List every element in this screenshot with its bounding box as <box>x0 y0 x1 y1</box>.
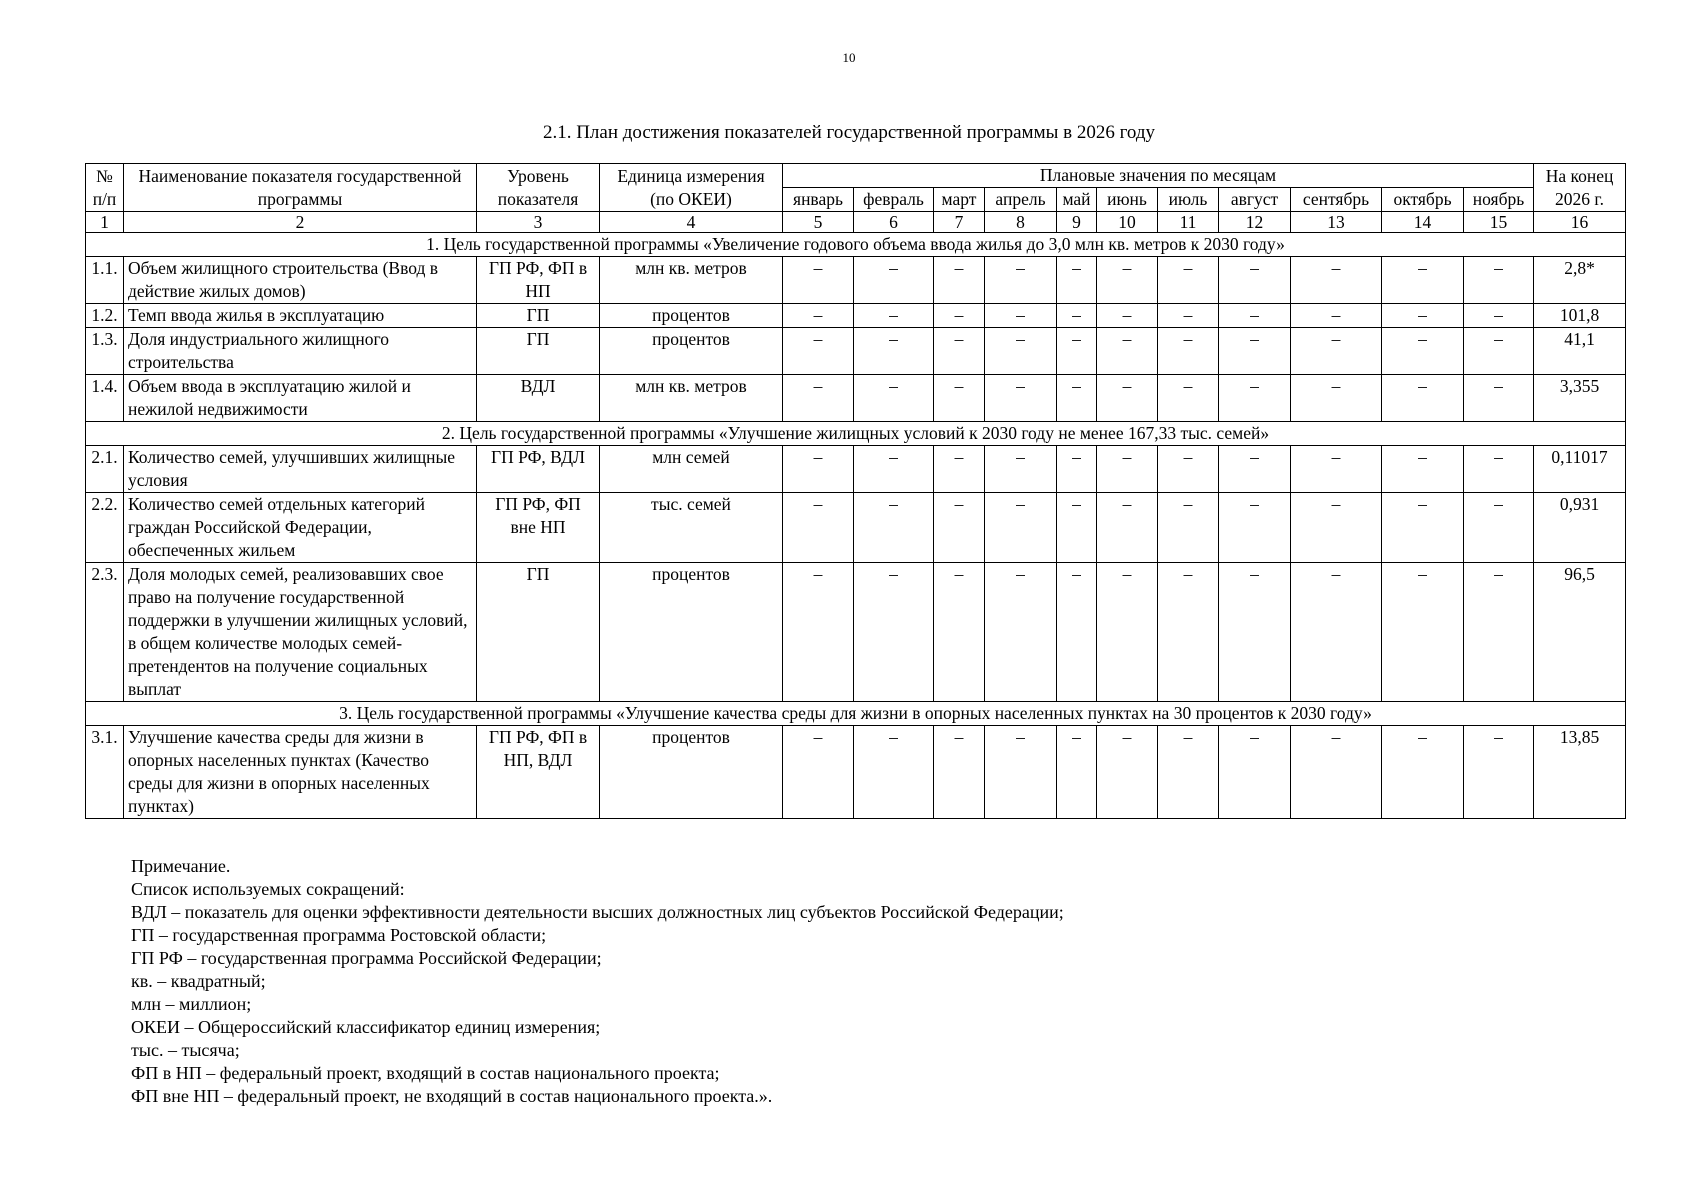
monthly-value: – <box>1464 304 1534 328</box>
column-number: 16 <box>1534 212 1626 233</box>
column-number: 13 <box>1291 212 1382 233</box>
indicators-plan-table <box>85 163 1626 819</box>
indicator-unit: процентов <box>600 563 783 702</box>
header-month: июнь <box>1097 188 1158 212</box>
end-of-year-value: 41,1 <box>1534 328 1626 375</box>
monthly-value: – <box>854 257 934 304</box>
monthly-value: – <box>1057 257 1097 304</box>
monthly-value: – <box>1291 446 1382 493</box>
end-of-year-value: 101,8 <box>1534 304 1626 328</box>
end-of-year-value: 96,5 <box>1534 563 1626 702</box>
indicator-level: ГП <box>477 328 600 375</box>
note-line: тыс. – тысяча; <box>131 1040 240 1060</box>
column-number: 1 <box>86 212 124 233</box>
note-line: ОКЕИ – Общероссийский классификатор единиц измерения; <box>131 1017 601 1037</box>
monthly-value: – <box>1158 304 1219 328</box>
monthly-value: – <box>1158 446 1219 493</box>
indicator-row <box>86 328 1626 375</box>
monthly-value: – <box>1057 328 1097 375</box>
header-month: апрель <box>985 188 1057 212</box>
header-planned-values: Плановые значения по месяцам <box>783 164 1534 188</box>
indicator-unit: процентов <box>600 328 783 375</box>
monthly-value: – <box>854 446 934 493</box>
indicator-unit: тыс. семей <box>600 493 783 563</box>
indicator-name: Количество семей отдельных категорий граждан Российской Федерации, обеспеченных жильем <box>124 493 477 563</box>
indicator-unit: процентов <box>600 726 783 819</box>
monthly-value: – <box>1219 257 1291 304</box>
monthly-value: – <box>1057 304 1097 328</box>
monthly-value: – <box>1057 446 1097 493</box>
column-number: 11 <box>1158 212 1219 233</box>
monthly-value: – <box>1057 493 1097 563</box>
monthly-value: – <box>1097 726 1158 819</box>
monthly-value: – <box>985 726 1057 819</box>
column-number: 8 <box>985 212 1057 233</box>
indicator-unit: млн кв. метров <box>600 257 783 304</box>
monthly-value: – <box>1464 328 1534 375</box>
monthly-value: – <box>1158 328 1219 375</box>
monthly-value: – <box>783 726 854 819</box>
indicator-row <box>86 375 1626 422</box>
monthly-value: – <box>1464 726 1534 819</box>
note-line: кв. – квадратный; <box>131 971 266 991</box>
monthly-value: – <box>934 375 985 422</box>
indicator-name: Улучшение качества среды для жизни в опорных населенных пунктах (Качество среды для жизни в опорных населенных пунктах) <box>124 726 477 819</box>
monthly-value: – <box>783 304 854 328</box>
monthly-value: – <box>854 328 934 375</box>
monthly-value: – <box>934 257 985 304</box>
header-indicator-name: Наименование показателя государственной программы <box>124 164 477 212</box>
monthly-value: – <box>1219 446 1291 493</box>
header-month: январь <box>783 188 854 212</box>
table-title: 2.1. План достижения показателей государственной программы в 2026 году <box>542 122 1156 143</box>
indicator-row <box>86 304 1626 328</box>
monthly-value: – <box>1464 493 1534 563</box>
header-month: февраль <box>854 188 934 212</box>
indicator-num: 1.4. <box>86 375 124 422</box>
indicator-level: ГП <box>477 563 600 702</box>
indicator-level: ГП <box>477 304 600 328</box>
monthly-value: – <box>985 304 1057 328</box>
monthly-value: – <box>1097 375 1158 422</box>
column-number: 14 <box>1382 212 1464 233</box>
monthly-value: – <box>1158 563 1219 702</box>
monthly-value: – <box>1097 493 1158 563</box>
end-of-year-value: 0,931 <box>1534 493 1626 563</box>
end-of-year-value: 13,85 <box>1534 726 1626 819</box>
indicator-level: ГП РФ, ФП вне НП <box>477 493 600 563</box>
indicator-level: ГП РФ, ФП в НП, ВДЛ <box>477 726 600 819</box>
monthly-value: – <box>934 446 985 493</box>
monthly-value: – <box>854 726 934 819</box>
monthly-value: – <box>854 304 934 328</box>
note-line: млн – миллион; <box>131 994 252 1014</box>
header-month: март <box>934 188 985 212</box>
indicator-name: Количество семей, улучшивших жилищные условия <box>124 446 477 493</box>
monthly-value: – <box>1382 257 1464 304</box>
indicator-name: Объем ввода в эксплуатацию жилой и нежилой недвижимости <box>124 375 477 422</box>
indicator-unit: процентов <box>600 304 783 328</box>
column-number: 10 <box>1097 212 1158 233</box>
monthly-value: – <box>1464 563 1534 702</box>
end-of-year-value: 3,355 <box>1534 375 1626 422</box>
monthly-value: – <box>1382 493 1464 563</box>
monthly-value: – <box>1158 257 1219 304</box>
column-number: 7 <box>934 212 985 233</box>
indicator-level: ГП РФ, ВДЛ <box>477 446 600 493</box>
goal-title: 3. Цель государственной программы «Улучшение качества среды для жизни в опорных населенных пунктах на 30 процентов к 2030 году» <box>86 702 1626 726</box>
indicator-num: 2.2. <box>86 493 124 563</box>
indicator-name: Темп ввода жилья в эксплуатацию <box>124 304 477 328</box>
monthly-value: – <box>1158 375 1219 422</box>
page-number: 10 <box>842 50 856 65</box>
monthly-value: – <box>1097 304 1158 328</box>
indicator-num: 1.2. <box>86 304 124 328</box>
monthly-value: – <box>1291 304 1382 328</box>
monthly-value: – <box>1291 328 1382 375</box>
monthly-value: – <box>1291 493 1382 563</box>
monthly-value: – <box>1464 446 1534 493</box>
column-number: 15 <box>1464 212 1534 233</box>
monthly-value: – <box>1382 328 1464 375</box>
monthly-value: – <box>1382 726 1464 819</box>
monthly-value: – <box>934 304 985 328</box>
monthly-value: – <box>1219 493 1291 563</box>
column-number: 9 <box>1057 212 1097 233</box>
note-line: Список используемых сокращений: <box>131 879 405 899</box>
monthly-value: – <box>783 328 854 375</box>
monthly-value: – <box>1158 493 1219 563</box>
column-numbers-row <box>86 212 1626 233</box>
monthly-value: – <box>1057 726 1097 819</box>
monthly-value: – <box>1057 375 1097 422</box>
monthly-value: – <box>783 493 854 563</box>
monthly-value: – <box>783 375 854 422</box>
column-number: 6 <box>854 212 934 233</box>
goal-title: 1. Цель государственной программы «Увеличение годового объема ввода жилья до 3,0 млн кв. метров к 2030 году» <box>86 233 1626 257</box>
monthly-value: – <box>1291 257 1382 304</box>
header-month: сентябрь <box>1291 188 1382 212</box>
monthly-value: – <box>854 493 934 563</box>
end-of-year-value: 0,11017 <box>1534 446 1626 493</box>
header-month: август <box>1219 188 1291 212</box>
monthly-value: – <box>854 375 934 422</box>
indicator-num: 1.1. <box>86 257 124 304</box>
indicator-row <box>86 726 1626 819</box>
indicator-name: Доля молодых семей, реализовавших свое право на получение государственной поддержки в улучшении жилищных условий, в общем количестве молодых семей-претендентов на получение социальных выплат <box>124 563 477 702</box>
indicator-name: Объем жилищного строительства (Ввод в действие жилых домов) <box>124 257 477 304</box>
column-number: 12 <box>1219 212 1291 233</box>
monthly-value: – <box>934 328 985 375</box>
header-end-of-year: На конец 2026 г. <box>1534 164 1626 212</box>
monthly-value: – <box>1219 328 1291 375</box>
goal-row <box>86 702 1626 726</box>
goal-row <box>86 422 1626 446</box>
goal-title: 2. Цель государственной программы «Улучшение жилищных условий к 2030 году не менее 167,33 тыс. семей» <box>86 422 1626 446</box>
monthly-value: – <box>1057 563 1097 702</box>
column-number: 4 <box>600 212 783 233</box>
monthly-value: – <box>934 563 985 702</box>
indicator-level: ГП РФ, ФП в НП <box>477 257 600 304</box>
monthly-value: – <box>1382 375 1464 422</box>
monthly-value: – <box>985 375 1057 422</box>
note-line: ГП РФ – государственная программа Российской Федерации; <box>131 948 602 968</box>
abbreviations-note <box>131 855 1064 1108</box>
monthly-value: – <box>1291 375 1382 422</box>
indicator-num: 3.1. <box>86 726 124 819</box>
goal-row <box>86 233 1626 257</box>
indicator-row <box>86 446 1626 493</box>
indicator-name: Доля индустриального жилищного строительства <box>124 328 477 375</box>
monthly-value: – <box>985 446 1057 493</box>
indicator-num: 2.3. <box>86 563 124 702</box>
monthly-value: – <box>1291 563 1382 702</box>
indicator-level: ВДЛ <box>477 375 600 422</box>
monthly-value: – <box>1382 304 1464 328</box>
header-month: ноябрь <box>1464 188 1534 212</box>
indicator-num: 2.1. <box>86 446 124 493</box>
monthly-value: – <box>1097 257 1158 304</box>
monthly-value: – <box>934 493 985 563</box>
header-row-1 <box>86 164 1626 188</box>
monthly-value: – <box>1158 726 1219 819</box>
monthly-value: – <box>1382 446 1464 493</box>
indicator-unit: млн семей <box>600 446 783 493</box>
note-line: ВДЛ – показатель для оценки эффективности деятельности высших должностных лиц субъектов Российской Федерации; <box>131 902 1064 922</box>
monthly-value: – <box>1219 726 1291 819</box>
monthly-value: – <box>985 328 1057 375</box>
note-heading: Примечание. <box>131 856 231 876</box>
monthly-value: – <box>985 493 1057 563</box>
monthly-value: – <box>1219 304 1291 328</box>
indicator-unit: млн кв. метров <box>600 375 783 422</box>
note-line: ГП – государственная программа Ростовской области; <box>131 925 547 945</box>
monthly-value: – <box>985 563 1057 702</box>
monthly-value: – <box>1291 726 1382 819</box>
note-line: ФП в НП – федеральный проект, входящий в состав национального проекта; <box>131 1063 720 1083</box>
monthly-value: – <box>934 726 985 819</box>
column-number: 3 <box>477 212 600 233</box>
column-number: 2 <box>124 212 477 233</box>
monthly-value: – <box>1464 257 1534 304</box>
header-month: июль <box>1158 188 1219 212</box>
header-month: май <box>1057 188 1097 212</box>
end-of-year-value: 2,8* <box>1534 257 1626 304</box>
monthly-value: – <box>783 563 854 702</box>
header-unit: Единица измерения (по ОКЕИ) <box>600 164 783 212</box>
header-month: октябрь <box>1382 188 1464 212</box>
monthly-value: – <box>1097 328 1158 375</box>
monthly-value: – <box>1219 563 1291 702</box>
monthly-value: – <box>1097 446 1158 493</box>
header-level: Уровень показателя <box>477 164 600 212</box>
header-num: № п/п <box>86 164 124 212</box>
indicator-num: 1.3. <box>86 328 124 375</box>
indicator-row <box>86 257 1626 304</box>
monthly-value: – <box>1097 563 1158 702</box>
indicator-row <box>86 493 1626 563</box>
note-line: ФП вне НП – федеральный проект, не входящий в состав национального проекта.». <box>131 1086 773 1106</box>
monthly-value: – <box>1382 563 1464 702</box>
monthly-value: – <box>854 563 934 702</box>
monthly-value: – <box>1464 375 1534 422</box>
monthly-value: – <box>783 446 854 493</box>
indicator-row <box>86 563 1626 702</box>
monthly-value: – <box>783 257 854 304</box>
monthly-value: – <box>1219 375 1291 422</box>
column-number: 5 <box>783 212 854 233</box>
monthly-value: – <box>985 257 1057 304</box>
